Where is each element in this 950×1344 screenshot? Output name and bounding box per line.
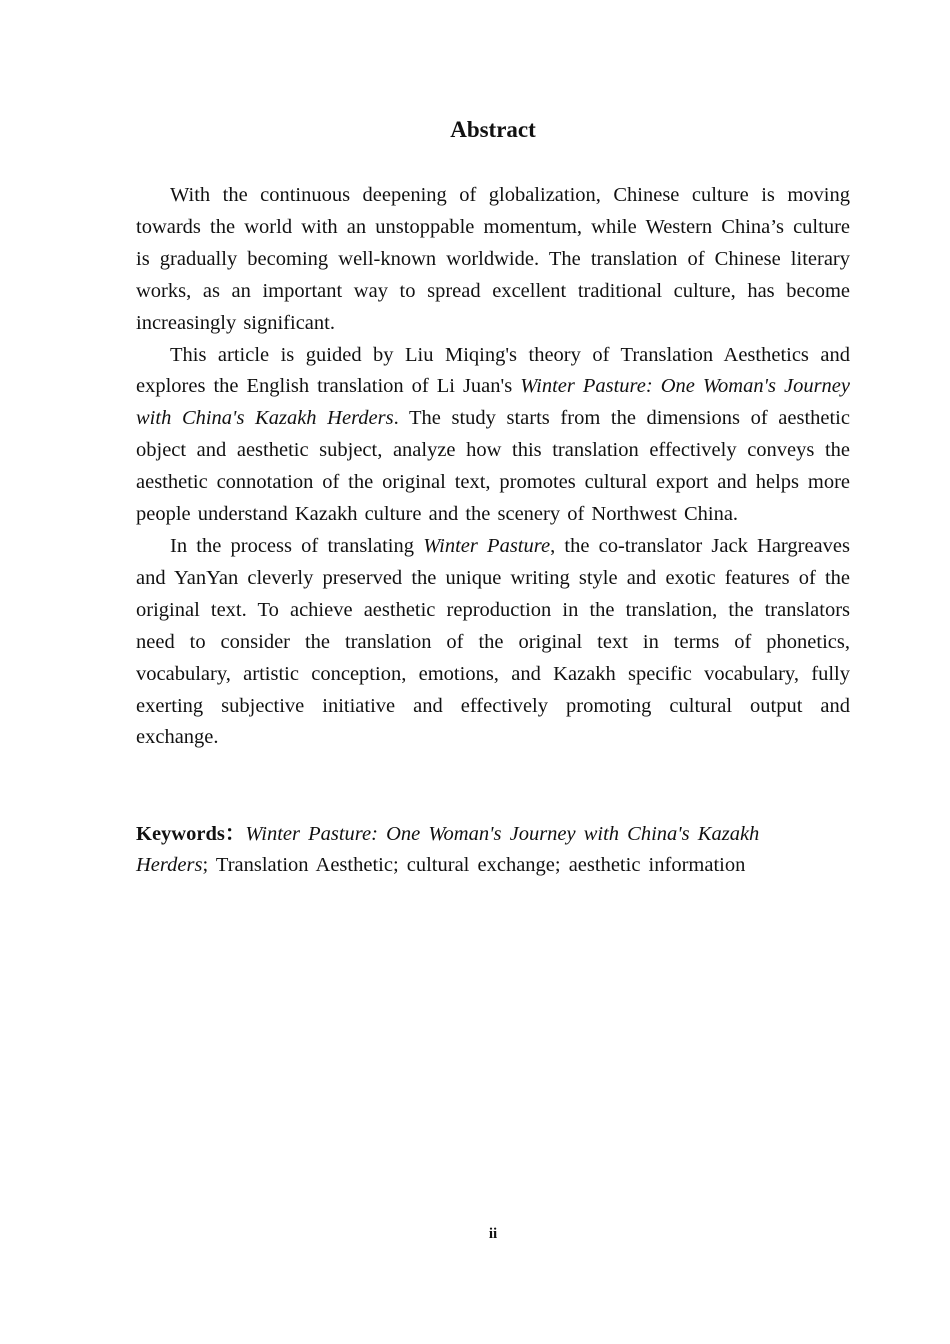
text: In the process of translating [170, 534, 424, 557]
page-title: Abstract [450, 117, 536, 142]
keywords [136, 819, 836, 881]
keywords-label: Keywords： [136, 823, 246, 845]
keywords-list: ; Translation Aesthetic; cultural exchange; aesthetic information [202, 854, 746, 876]
book-title: Winter Pasture [423, 534, 551, 557]
paragraph-1 [136, 180, 850, 340]
page-number: ii [488, 1226, 498, 1242]
book-title: Winter Pasture: One Woman's Journey with China's Kazakh Herders [136, 375, 850, 430]
text: . The study starts from the dimensions of aesthetic object and aesthetic subject, analyze how this translation effectively conveys the aesthetic connotation of the original text, promotes cultural export and helps more people understand Kazakh culture and the scenery of Northwest China. [136, 407, 850, 526]
text: , the co-translator Jack Hargreaves and YanYan cleverly preserved the unique writing style and exotic features of the original text. To achieve aesthetic reproduction in the translation, the translators need to consider the translation of the original text in terms of phonetics, vocabulary, artistic conception, emotions, and Kazakh specific vocabulary, fully exerting subjective initiative and effectively promoting cultural output and exchange. [136, 534, 850, 749]
keywords-book-title: Winter Pasture: One Woman's Journey with China's Kazakh Herders [136, 823, 760, 876]
paragraph-3 [136, 531, 850, 754]
abstract-body [136, 180, 850, 754]
text: With the continuous deepening of globalization, Chinese culture is moving towards the world with an unstoppable momentum, while Western China’s culture is gradually becoming well-known worldwide. The translation of Chinese literary works, as an important way to spread excellent traditional culture, has become increasingly significant. [136, 184, 850, 334]
text: This article is guided by Liu Miqing's theory of Translation Aesthetics and explores the English translation of Li Juan's [136, 343, 850, 398]
paragraph-2 [136, 340, 850, 531]
